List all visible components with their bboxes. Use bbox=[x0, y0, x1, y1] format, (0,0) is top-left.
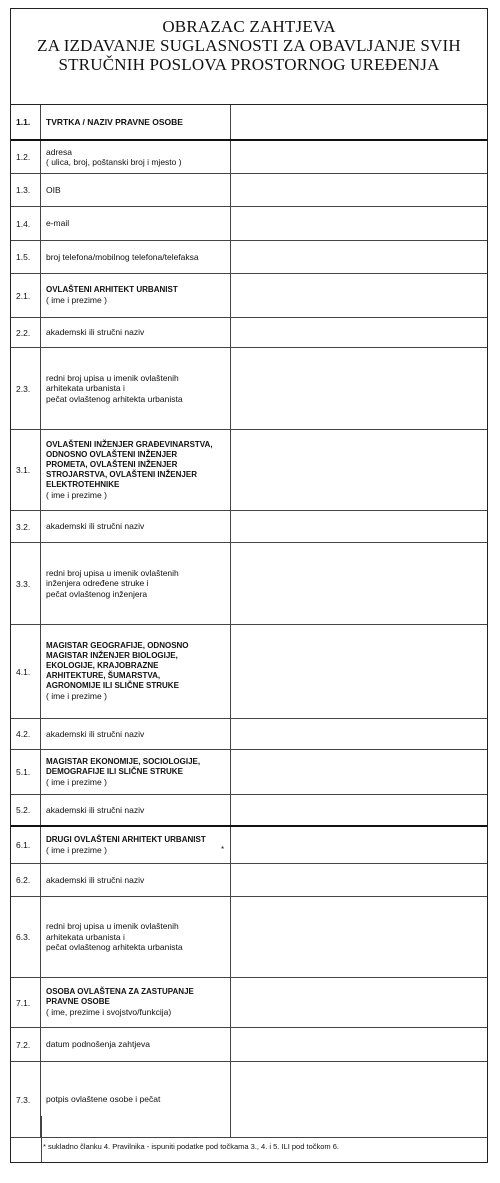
row-value-field[interactable] bbox=[231, 430, 487, 510]
form-row-7-1 bbox=[11, 978, 487, 1028]
row-value-field[interactable] bbox=[231, 241, 487, 273]
row-label-line: MAGISTAR EKONOMIJE, SOCIOLOGIJE, bbox=[46, 756, 201, 766]
row-value-field[interactable] bbox=[231, 625, 487, 718]
row-label-line: redni broj upisa u imenik ovlaštenih bbox=[46, 567, 179, 578]
row-number: 3.3. bbox=[11, 543, 41, 624]
row-label-line: akademski ili stručni naziv bbox=[46, 521, 145, 532]
row-label-line: ( ime i prezime ) bbox=[46, 691, 107, 702]
row-label bbox=[41, 430, 231, 510]
row-label bbox=[41, 978, 231, 1027]
row-label bbox=[41, 827, 231, 863]
row-label-line: PROMETA, OVLAŠTENI INŽENJER bbox=[46, 459, 178, 469]
row-label-line: OSOBA OVLAŠTENA ZA ZASTUPANJE bbox=[46, 987, 194, 997]
footnote-column-divider bbox=[41, 1116, 42, 1162]
row-label-line: potpis ovlaštene osobe i pečat bbox=[46, 1094, 161, 1105]
form-row-3-1 bbox=[11, 430, 487, 511]
row-label-line: AGRONOMIJE ILI SLIČNE STRUKE bbox=[46, 681, 179, 691]
row-label-line: e-mail bbox=[46, 218, 70, 229]
row-value-field[interactable] bbox=[231, 174, 487, 206]
row-label bbox=[41, 105, 231, 139]
row-number: 7.3. bbox=[11, 1062, 41, 1137]
row-number: 6.2. bbox=[11, 864, 41, 896]
row-label-line: ODNOSNO OVLAŠTENI INŽENJER bbox=[46, 449, 178, 459]
row-number: 3.2. bbox=[11, 511, 41, 542]
row-number: 2.3. bbox=[11, 348, 41, 429]
row-value-field[interactable] bbox=[231, 274, 487, 317]
row-number: 5.2. bbox=[11, 795, 41, 825]
form-row-1-3 bbox=[11, 174, 487, 207]
row-number: 1.1. bbox=[11, 105, 41, 139]
row-number: 4.1. bbox=[11, 625, 41, 718]
form-row-5-1 bbox=[11, 750, 487, 795]
row-label-line: ( ime i prezime ) bbox=[46, 844, 107, 855]
row-number: 6.3. bbox=[11, 897, 41, 977]
form-row-4-1 bbox=[11, 625, 487, 719]
row-number: 7.1. bbox=[11, 978, 41, 1027]
row-value-field[interactable] bbox=[231, 543, 487, 624]
row-label-line: OVLAŠTENI ARHITEKT URBANIST bbox=[46, 285, 178, 295]
row-value-field[interactable] bbox=[231, 348, 487, 429]
row-label-line: ELEKTROTEHNIKE bbox=[46, 479, 120, 489]
form-row-6-3 bbox=[11, 897, 487, 978]
row-number: 1.3. bbox=[11, 174, 41, 206]
form-row-6-1 bbox=[11, 827, 487, 864]
row-value-field[interactable] bbox=[231, 105, 487, 139]
row-number: 1.2. bbox=[11, 141, 41, 173]
form-row-1-4 bbox=[11, 207, 487, 241]
row-label-line: adresa bbox=[46, 146, 72, 157]
row-label bbox=[41, 318, 231, 347]
row-label-line: ARHITEKTURE, ŠUMARSTVA, bbox=[46, 671, 161, 681]
row-label bbox=[41, 274, 231, 317]
row-number: 2.2. bbox=[11, 318, 41, 347]
row-number: 1.5. bbox=[11, 241, 41, 273]
row-value-field[interactable] bbox=[231, 795, 487, 825]
form-row-7-2 bbox=[11, 1028, 487, 1062]
row-label-line: EKOLOGIJE, KRAJOBRAZNE bbox=[46, 661, 159, 671]
row-label bbox=[41, 174, 231, 206]
row-label-line: redni broj upisa u imenik ovlaštenih bbox=[46, 372, 179, 383]
row-label bbox=[41, 207, 231, 240]
row-label-line: akademski ili stručni naziv bbox=[46, 874, 145, 885]
row-label-line: akademski ili stručni naziv bbox=[46, 327, 145, 338]
row-label bbox=[41, 795, 231, 825]
row-label-line: OVLAŠTENI INŽENJER GRAĐEVINARSTVA, bbox=[46, 439, 213, 449]
form-row-3-3 bbox=[11, 543, 487, 625]
application-form bbox=[10, 8, 488, 1163]
row-number: 4.2. bbox=[11, 719, 41, 749]
row-number: 7.2. bbox=[11, 1028, 41, 1061]
row-label bbox=[41, 864, 231, 896]
row-value-field[interactable] bbox=[231, 864, 487, 896]
row-number: 1.4. bbox=[11, 207, 41, 240]
row-value-field[interactable] bbox=[231, 1062, 487, 1137]
row-label-line: MAGISTAR INŽENJER BIOLOGIJE, bbox=[46, 651, 178, 661]
row-number: 6.1. bbox=[11, 827, 41, 863]
row-label-line: pečat ovlaštenog arhitekta urbanista bbox=[46, 942, 183, 953]
row-value-field[interactable] bbox=[231, 207, 487, 240]
row-value-field[interactable] bbox=[231, 1028, 487, 1061]
row-number: 2.1. bbox=[11, 274, 41, 317]
row-label-line: inženjera određene struke i bbox=[46, 578, 149, 589]
form-row-2-3 bbox=[11, 348, 487, 430]
footnote: * sukladno članku 4. Pravilnika - ispuniti podatke pod točkama 3., 4. i 5. ILI pod točkom 6. bbox=[43, 1142, 339, 1151]
row-label bbox=[41, 348, 231, 429]
form-row-2-2 bbox=[11, 318, 487, 348]
row-label bbox=[41, 511, 231, 542]
row-label bbox=[41, 1028, 231, 1061]
row-label bbox=[41, 625, 231, 718]
row-label-line: PRAVNE OSOBE bbox=[46, 997, 110, 1007]
row-label bbox=[41, 719, 231, 749]
row-number: 5.1. bbox=[11, 750, 41, 794]
row-label-line: pečat ovlaštenog arhitekta urbanista bbox=[46, 393, 183, 404]
row-label-line: datum podnošenja zahtjeva bbox=[46, 1039, 150, 1050]
row-value-field[interactable] bbox=[231, 978, 487, 1027]
row-value-field[interactable] bbox=[231, 897, 487, 977]
row-value-field[interactable] bbox=[231, 719, 487, 749]
form-row-1-1 bbox=[11, 105, 487, 141]
row-label-line: arhitekata urbanista i bbox=[46, 383, 125, 394]
row-label bbox=[41, 241, 231, 273]
form-row-2-1 bbox=[11, 274, 487, 318]
row-label-line: DEMOGRAFIJE ILI SLIČNE STRUKE bbox=[46, 766, 183, 776]
row-label-line: ( ime i prezime ) bbox=[46, 776, 107, 787]
title-line-2: ZA IZDAVANJE SUGLASNOSTI ZA OBAVLJANJE SVIH bbox=[37, 36, 461, 55]
row-label bbox=[41, 897, 231, 977]
row-label-line: ( ulica, broj, poštanski broj i mjesto ) bbox=[46, 157, 182, 167]
row-label-line: ( ime i prezime ) bbox=[46, 295, 107, 306]
form-row-4-2 bbox=[11, 719, 487, 750]
title-line-1: OBRAZAC ZAHTJEVA bbox=[162, 17, 336, 36]
row-label-line: ( ime, prezime i svojstvo/funkcija) bbox=[46, 1007, 172, 1018]
row-label-line: pečat ovlaštenog inženjera bbox=[46, 588, 148, 599]
row-label bbox=[41, 141, 231, 173]
row-label-line: broj telefona/mobilnog telefona/telefaksa bbox=[46, 251, 199, 262]
form-row-3-2 bbox=[11, 511, 487, 543]
row-label-line: DRUGI OVLAŠTENI ARHITEKT URBANIST bbox=[46, 834, 206, 844]
row-label-line: redni broj upisa u imenik ovlaštenih bbox=[46, 921, 179, 932]
form-row-6-2 bbox=[11, 864, 487, 897]
form-row-5-2 bbox=[11, 795, 487, 827]
row-label-line: arhitekata urbanista i bbox=[46, 931, 125, 942]
form-row-1-2 bbox=[11, 141, 487, 174]
row-value-field[interactable] bbox=[231, 511, 487, 542]
row-label-line: OIB bbox=[46, 184, 61, 195]
row-value-field[interactable] bbox=[231, 318, 487, 347]
row-label-line: akademski ili stručni naziv bbox=[46, 728, 145, 739]
title-line-3: STRUČNIH POSLOVA PROSTORNOG UREĐENJA bbox=[58, 55, 440, 74]
row-value-field[interactable] bbox=[231, 141, 487, 173]
form-row-7-3 bbox=[11, 1062, 487, 1138]
row-label-line: ( ime i prezime ) bbox=[46, 489, 107, 500]
row-label bbox=[41, 750, 231, 794]
row-label-line: TVRTKA / NAZIV PRAVNE OSOBE bbox=[46, 117, 183, 127]
form-title bbox=[11, 9, 487, 105]
row-label-line: STROJARSTVA, OVLAŠTENI INŽENJER bbox=[46, 469, 197, 479]
row-label-line: MAGISTAR GEOGRAFIJE, ODNOSNO bbox=[46, 641, 189, 651]
form-row-1-5 bbox=[11, 241, 487, 274]
row-value-field[interactable] bbox=[231, 827, 487, 863]
row-label bbox=[41, 543, 231, 624]
row-label-line: akademski ili stručni naziv bbox=[46, 804, 145, 815]
row-number: 3.1. bbox=[11, 430, 41, 510]
row-value-field[interactable] bbox=[231, 750, 487, 794]
footnote-marker: * bbox=[221, 845, 225, 854]
row-label bbox=[41, 1062, 231, 1137]
